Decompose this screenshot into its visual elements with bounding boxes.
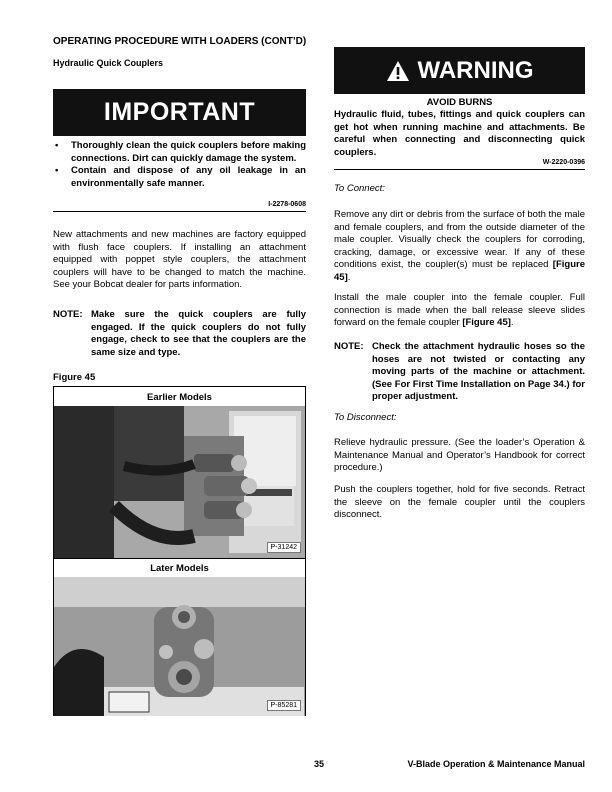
warning-heading: WARNING [417, 56, 534, 84]
photo-number: P-85281 [267, 700, 301, 711]
photo-later-models [54, 577, 305, 716]
figure-reference: [Figure 45] [462, 317, 511, 328]
coupler-photo-earlier [54, 406, 305, 558]
photo-earlier-models [54, 406, 305, 558]
note-label: NOTE: [334, 341, 364, 352]
figure-label: Figure 45 [53, 372, 96, 383]
figure-divider [54, 558, 305, 559]
figure-caption-earlier: Earlier Models [147, 392, 212, 403]
page-number: 35 [314, 759, 325, 769]
right-note [334, 341, 585, 404]
photo-number: P-31242 [267, 542, 301, 553]
disconnect-paragraph-1: Relieve hydraulic pressure. (See the loader’s Operation & Maintenance Manual and Operator’s Handbook for correct procedure.) [334, 437, 585, 473]
important-item: • Contain and dispose of any oil leakage in an environmentally safe manner. [53, 165, 306, 190]
connect-p2-end: . [510, 317, 514, 328]
figure-reference: [Figure 45] [334, 259, 585, 283]
figure-45 [53, 386, 306, 716]
important-item: • Thoroughly clean the quick couplers before making connections. Dirt can quickly damage the system. [53, 140, 306, 165]
important-rule [53, 211, 306, 212]
connect-heading: To Connect: [334, 183, 385, 194]
disconnect-heading: To Disconnect: [334, 412, 397, 423]
left-note [53, 309, 306, 359]
warning-code: W-2220-0396 [542, 159, 585, 166]
subsection-title: Hydraulic Quick Couplers [53, 58, 164, 68]
warning-subheading: AVOID BURNS [426, 97, 493, 108]
connect-p1-text: Remove any dirt or debris from the surface of both the male and female couplers, and from the outside diameter of the male coupler. Visually check the couplers for corroding, cracking, damage, or excessive wear. If any of these conditions exist, the coupler(s) must be replaced [334, 209, 585, 270]
warning-text: Hydraulic fluid, tubes, fittings and quick couplers can get hot when running machine and attachments. Be careful when connecting and disconnecting quick couplers. [334, 109, 585, 158]
connect-p2-text: Install the male coupler into the female coupler. Full connection is made when the ball release sleeve slides forward on the female coupler [334, 292, 585, 328]
warning-triangle-icon [386, 60, 410, 82]
note-text: Make sure the quick couplers are fully engaged. If the quick couplers do not fully engage, check to see that the couplers are the same size and type. [91, 309, 306, 358]
section-title: OPERATING PROCEDURE WITH LOADERS (CONT’D) [53, 36, 307, 47]
manual-title: V-Blade Operation & Maintenance Manual [407, 759, 585, 769]
connect-paragraph-1 [334, 209, 585, 284]
note-label: NOTE: [53, 309, 83, 320]
connect-paragraph-2 [334, 292, 585, 330]
intro-paragraph: New attachments and new machines are factory equipped with flush face couplers. If installing an attachment equipped with poppet style couplers, the attachment couplers will have to be changed to match the machine. See your Bobcat dealer for parts information. [53, 229, 306, 290]
important-list [53, 140, 306, 190]
disconnect-paragraph-2: Push the couplers together, hold for five seconds. Retract the sleeve on the female coupler until the couplers disconnect. [334, 484, 585, 520]
figure-caption-later: Later Models [150, 563, 209, 574]
note-text: Check the attachment hydraulic hoses so the hoses are not twisted or contacting any moving parts of the machine or attachment. (See For First Time Installation on Page 34.) for proper adjustment. [372, 341, 585, 402]
warning-banner [334, 47, 585, 94]
coupler-photo-later [54, 577, 305, 716]
warning-rule [334, 169, 585, 170]
connect-p1-end: . [347, 271, 351, 283]
important-heading: IMPORTANT [103, 98, 256, 126]
important-code: I-2278-0608 [268, 201, 306, 208]
important-banner [53, 89, 306, 136]
